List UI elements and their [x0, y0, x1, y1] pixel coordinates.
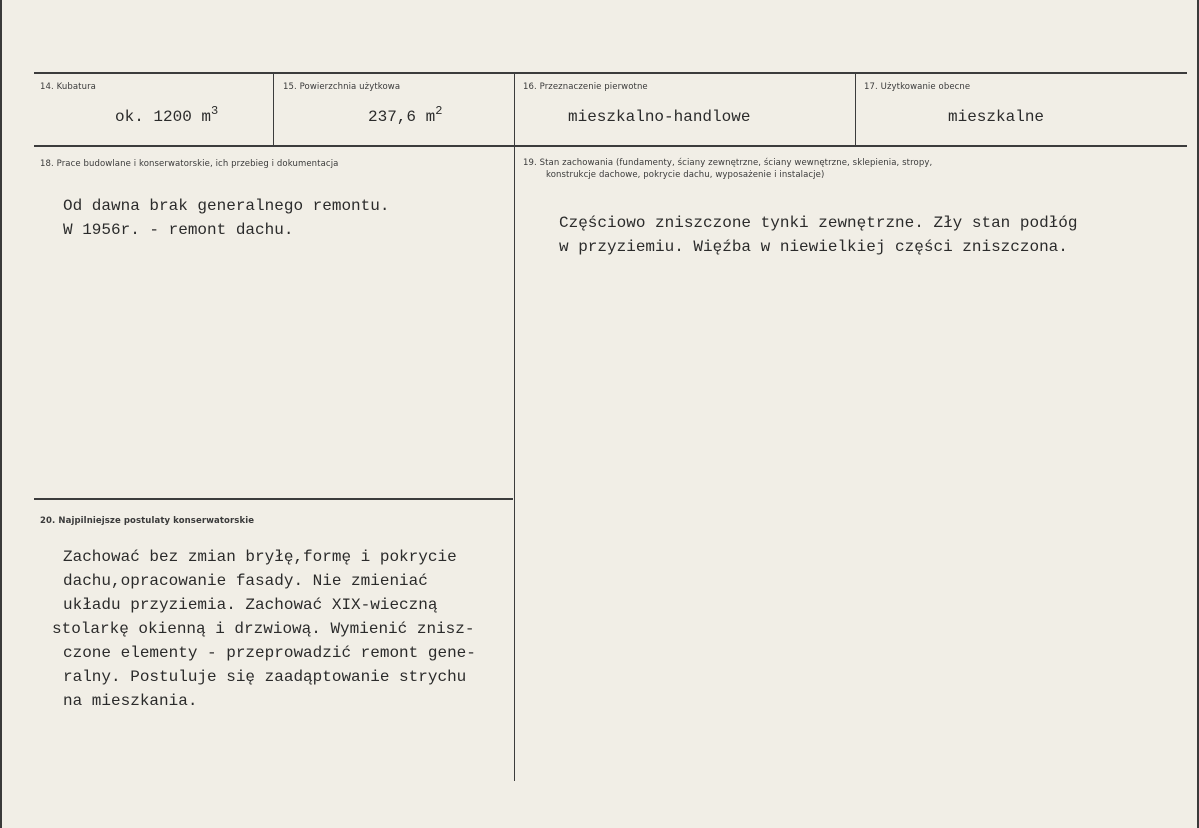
- field-16-label: 16. Przeznaczenie pierwotne: [523, 82, 648, 92]
- field-20-line: układu przyziemia. Zachować XIX-wieczną: [63, 596, 438, 614]
- field-20-line: ralny. Postuluje się zaadąptowanie strychu: [63, 668, 467, 686]
- field-15-exponent: 2: [435, 104, 443, 118]
- field-19-line: w przyziemiu. Więźba w niewielkiej części zniszczona.: [559, 238, 1068, 256]
- field-19-line: Częściowo zniszczone tynki zewnętrzne. Zły stan podłóg: [559, 214, 1078, 232]
- field-15-label: 15. Powierzchnia użytkowa: [283, 82, 401, 92]
- field-15-value: [368, 106, 442, 129]
- field-14-label: 14. Kubatura: [40, 82, 96, 92]
- divider-15-16: [514, 73, 515, 781]
- field-17-value: mieszkalne: [948, 108, 1045, 126]
- divider-16-17: [855, 73, 856, 146]
- field-14-exponent: 3: [211, 104, 219, 118]
- field-18-line: Od dawna brak generalnego remontu.: [63, 197, 390, 215]
- section18-bottom-rule: [34, 498, 513, 500]
- field-19-text: [559, 212, 1077, 260]
- field-14-value-text: ok. 1200 m: [115, 108, 212, 126]
- field-20-line: stolarkę okienną i drzwiową. Wymienić znisz-: [52, 620, 475, 638]
- field-20-label: 20. Najpilniejsze postulaty konserwatorskie: [40, 516, 255, 526]
- field-16-value: mieszkalno-handlowe: [568, 108, 751, 126]
- field-18-line: W 1956r. - remont dachu.: [63, 221, 294, 239]
- field-14-value: [115, 106, 218, 129]
- divider-14-15: [273, 73, 274, 146]
- field-18-label: 18. Prace budowlane i konserwatorskie, ich przebieg i dokumentacja: [40, 159, 339, 169]
- field-20-text: [52, 546, 476, 714]
- field-20-line: na mieszkania.: [63, 692, 198, 710]
- field-20-line: dachu,opracowanie fasady. Nie zmieniać: [63, 572, 428, 590]
- field-20-line: Zachować bez zmian bryłę,formę i pokrycie: [63, 548, 457, 566]
- row1-bottom-rule: [34, 145, 1187, 147]
- field-19-label-line2: konstrukcje dachowe, pokrycie dachu, wyposażenie i instalacje): [546, 170, 825, 180]
- field-17-label: 17. Użytkowanie obecne: [864, 82, 971, 92]
- field-15-value-text: 237,6 m: [368, 108, 436, 126]
- field-20-line: czone elementy - przeprowadzić remont gene-: [63, 644, 476, 662]
- field-19-label-line1: 19. Stan zachowania (fundamenty, ściany zewnętrzne, ściany wewnętrzne, sklepienia, stropy,: [523, 158, 933, 168]
- field-18-text: [63, 195, 389, 243]
- top-rule: [34, 72, 1187, 74]
